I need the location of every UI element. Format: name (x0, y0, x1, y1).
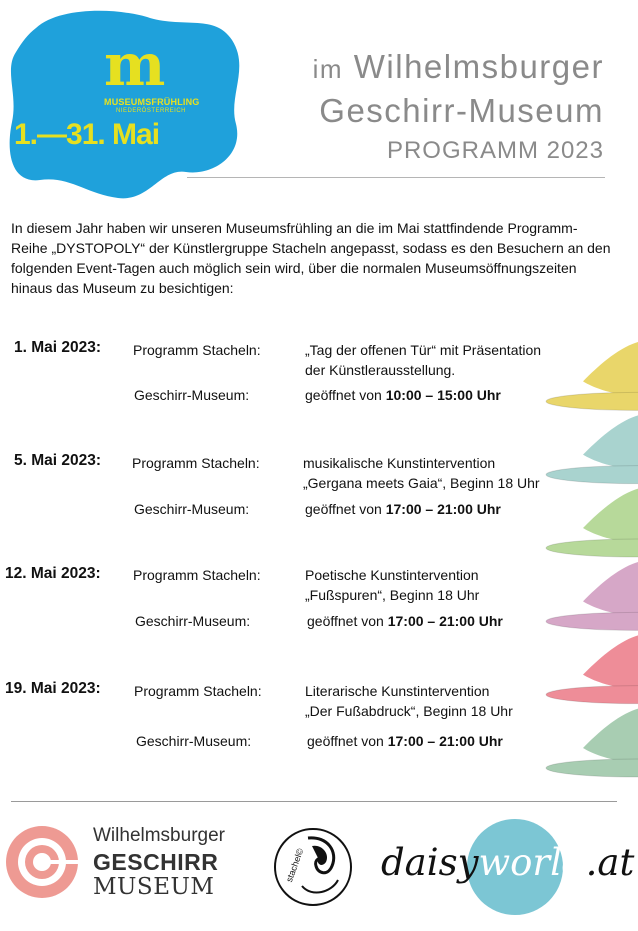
event-date: 1. Mai 2023: (14, 339, 102, 356)
header-prefix: im (312, 54, 344, 84)
opening-prefix: geöffnet von (305, 501, 386, 517)
bowl-shape (583, 709, 638, 764)
stacheln-logo-icon (272, 826, 354, 908)
event-program-line2: der Künstlerausstellung. (305, 362, 456, 378)
header-museum-name: Wilhelmsburger (353, 48, 604, 85)
event-date: 19. Mai 2023: (5, 680, 101, 697)
header-program-year: PROGRAMM 2023 (386, 137, 604, 164)
museum-logo-line1: Wilhelmsburger (93, 825, 225, 846)
plate-shape (546, 612, 638, 630)
plate-shape (546, 392, 638, 410)
daisyworld-part3: .at (585, 841, 635, 884)
bowl-shape (583, 415, 638, 470)
plate-shape (546, 686, 638, 704)
museum-logo-line3: MUSEUM (93, 874, 215, 900)
museumsfruehling-name: MUSEUMSFRÜHLING (104, 97, 200, 107)
daisyworld-logo (381, 841, 634, 884)
event-program-line1: Poetische Kunstintervention (305, 567, 479, 583)
opening-prefix: geöffnet von (307, 733, 388, 749)
museumsfruehling-logo-letter: m (104, 31, 163, 99)
bowl-shape (583, 342, 638, 397)
museumsfruehling-region: NIEDERÖSTERREICH (116, 108, 187, 114)
event-museum-label: Geschirr-Museum: (134, 387, 250, 403)
event-program-line1: Literarische Kunstintervention (305, 683, 490, 699)
event-opening-hours (305, 499, 501, 519)
event-museum-label: Geschirr-Museum: (135, 613, 251, 629)
event-museum-label: Geschirr-Museum: (134, 501, 250, 517)
stacheln-logo-text: stachel© (284, 846, 306, 884)
event-opening-hours (307, 731, 503, 751)
event-program-label: Programm Stacheln: (133, 342, 261, 358)
opening-prefix: geöffnet von (307, 613, 388, 629)
museum-logo-line2: GESCHIRR (93, 849, 219, 875)
footer-divider (11, 801, 617, 802)
opening-hours-value: 17:00 – 21:00 Uhr (385, 501, 501, 517)
plate-shape (546, 759, 638, 777)
plate-shape (546, 539, 638, 557)
event-opening-hours (305, 385, 501, 405)
badge-dates: 1.—31. Mai (14, 118, 160, 151)
bowl-shape (583, 562, 638, 617)
plate-shape (546, 466, 638, 484)
header-line1 (313, 48, 604, 86)
event-date: 5. Mai 2023: (14, 452, 102, 469)
event-program-label: Programm Stacheln: (133, 567, 261, 583)
event-program-label: Programm Stacheln: (132, 455, 260, 471)
bowl-shape (583, 489, 638, 544)
header-line2: Geschirr-Museum (319, 92, 604, 129)
event-program-line1: musikalische Kunstintervention (303, 455, 496, 471)
event-program-line2: „Gergana meets Gaia“, Beginn 18 Uhr (303, 475, 540, 491)
opening-prefix: geöffnet von (305, 387, 386, 403)
opening-hours-value: 17:00 – 21:00 Uhr (387, 613, 503, 629)
event-program-line1: „Tag der offenen Tür“ mit Präsentation (305, 342, 542, 358)
event-museum-label: Geschirr-Museum: (136, 733, 252, 749)
bowl-shape (583, 635, 638, 690)
opening-hours-value: 10:00 – 15:00 Uhr (385, 387, 501, 403)
event-date: 12. Mai 2023: (5, 565, 101, 582)
header-divider (187, 177, 605, 178)
geschirr-museum-logo-icon (4, 822, 80, 902)
daisyworld-part1: daisy (381, 841, 479, 884)
intro-paragraph: In diesem Jahr haben wir unseren Museumsfrühling an die im Mai stattfindende Programm-Reihe „DYSTOPOLY“ der Künstlergruppe Stacheln angepasst, sodass es den Besuchern an den folgenden Event-Tagen auch möglich sein wird, über die normalen Museumsöffnungszeiten hinaus das Museum zu besichtigen: (11, 220, 611, 296)
event-opening-hours (307, 611, 503, 631)
opening-hours-value: 17:00 – 21:00 Uhr (387, 733, 503, 749)
event-program-line2: „Der Fußabdruck“, Beginn 18 Uhr (305, 703, 513, 719)
event-program-line2: „Fußspuren“, Beginn 18 Uhr (305, 587, 480, 603)
stacked-plates-image (538, 338, 638, 778)
event-program-label: Programm Stacheln: (134, 683, 262, 699)
daisyworld-part2: world (478, 841, 586, 884)
